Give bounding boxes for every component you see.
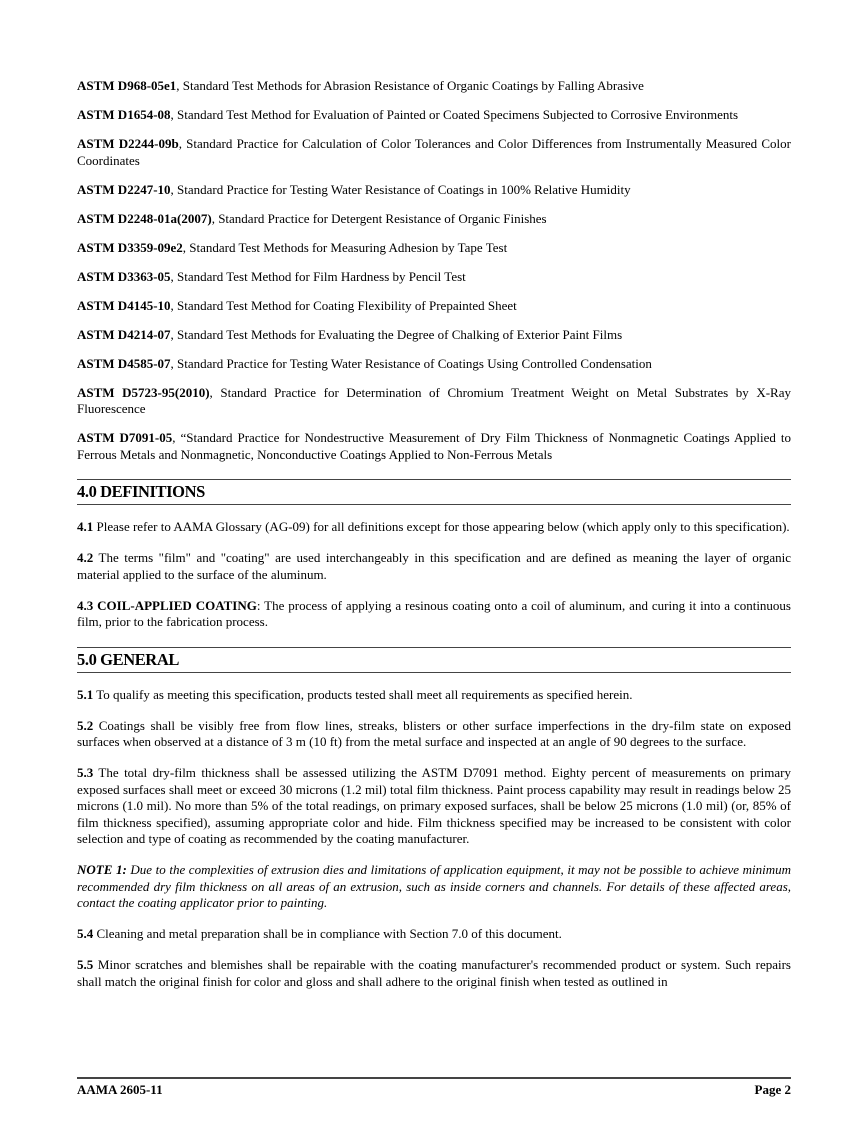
paragraph-text: The total dry-film thickness shall be assessed utilizing the ASTM D7091 method. Eighty percent of measurements on primary exposed surfaces shall meet or exceed 30 microns (1.2 mil) total film thickness. Paint process capability may result in readings below 25 microns (1.0 mil). No more than 5% of the total readings, on primary exposed surfaces, shall be below 25 microns (1.0 mil) (or, 85% of film thickness specified), assuming appropriate color and hide. Film thickness specified may be increased to be consistent with color selection and type of coating as recommended by the coating manufacturer. [77, 765, 791, 846]
paragraph-5-2 [77, 718, 791, 751]
reference-text: , Standard Test Method for Film Hardness by Pencil Test [170, 268, 466, 284]
reference-code: ASTM D1654-08 [77, 107, 171, 122]
paragraph-5-5 [77, 957, 791, 990]
reference-code: ASTM D4214-07 [77, 326, 171, 342]
reference-item [77, 430, 791, 463]
paragraph-5-1 [77, 687, 791, 704]
paragraph-text: : The process of applying a resinous coating onto a coil of aluminum, and curing it into a continuous film, prior to the fabrication process. [77, 597, 791, 629]
paragraph-number: 5.3 [77, 765, 94, 780]
reference-list [77, 78, 791, 463]
paragraph-text: The terms "film" and "coating" are used interchangeably in this specification and are defined as meaning the layer of organic material applied to the surface of the aluminum. [77, 550, 791, 582]
note-text: Due to the complexities of extrusion dies and limitations of application equipment, it may not be possible to achieve minimum recommended dry film thickness on all areas of an extrusion, such as inside corners and channels. For details of these affected areas, contact the coating applicator prior to painting. [77, 862, 792, 910]
reference-item [77, 298, 791, 315]
reference-item [77, 211, 791, 228]
reference-code: ASTM D4585-07 [77, 355, 171, 371]
reference-text: , Standard Practice for Testing Water Resistance of Coatings Using Controlled Condensation [170, 355, 652, 371]
paragraph-number: 4.2 [77, 550, 94, 565]
reference-text: , “Standard Practice for Nondestructive Measurement of Dry Film Thickness of Nonmagnetic Coatings Applied to Ferrous Metals and Nonmagnetic, Nonconductive Coatings Applied to Non-Ferrous Metals [77, 430, 791, 462]
paragraph-number: 5.5 [77, 957, 94, 972]
document-page [77, 78, 791, 1005]
page-number: Page 2 [754, 1082, 791, 1097]
reference-item [77, 385, 791, 418]
paragraph-4-3 [77, 598, 791, 631]
paragraph-text: Coatings shall be visibly free from flow lines, streaks, blisters or other surface imperfections in the dry-film state on exposed surfaces when observed at a distance of 3 m (10 ft) from the metal surface and inspected at an angle of 90 degrees to the surface. [77, 717, 791, 749]
reference-item [77, 136, 791, 169]
paragraph-text: Cleaning and metal preparation shall be in compliance with Section 7.0 of this document. [93, 926, 562, 941]
reference-text: , Standard Test Method for Coating Flexibility of Prepainted Sheet [170, 297, 517, 313]
reference-code: ASTM D3363-05 [77, 268, 171, 284]
paragraph-number: 5.1 [77, 686, 94, 702]
reference-item [77, 182, 791, 199]
section-heading-definitions [77, 479, 791, 505]
reference-item [77, 78, 791, 95]
reference-code: ASTM D968-05e1 [77, 78, 177, 93]
reference-text: , Standard Test Method for Evaluation of Painted or Coated Specimens Subjected to Corrosive Environments [170, 107, 739, 122]
document-id: AAMA 2605-11 [77, 1082, 163, 1097]
reference-code: ASTM D4145-10 [77, 297, 171, 313]
reference-item [77, 327, 791, 344]
page-footer [77, 1077, 791, 1098]
paragraph-4-1 [77, 519, 791, 536]
reference-text: , Standard Test Methods for Abrasion Resistance of Organic Coatings by Falling Abrasive [176, 78, 644, 93]
paragraph-text: Please refer to AAMA Glossary (AG-09) for all definitions except for those appearing below (which apply only to this specification). [93, 519, 790, 534]
reference-item [77, 269, 791, 286]
reference-item [77, 107, 791, 124]
reference-text: , Standard Practice for Determination of Chromium Treatment Weight on Metal Substrates by X-Ray Fluorescence [77, 384, 792, 416]
reference-item [77, 240, 791, 257]
reference-text: , Standard Test Methods for Evaluating the Degree of Chalking of Exterior Paint Films [170, 326, 623, 342]
reference-code: ASTM D7091-05 [77, 430, 173, 445]
reference-code: ASTM D2248-01a(2007) [77, 210, 212, 226]
reference-text: , Standard Practice for Detergent Resistance of Organic Finishes [211, 210, 547, 226]
reference-code: ASTM D3359-09e2 [77, 239, 183, 255]
paragraph-number: 5.4 [77, 926, 94, 941]
reference-text: , Standard Test Methods for Measuring Adhesion by Tape Test [182, 239, 508, 255]
paragraph-text: To qualify as meeting this specification, products tested shall meet all requirements as specified herein. [93, 686, 633, 702]
paragraph-number: 4.3 COIL-APPLIED COATING [77, 597, 257, 613]
note-label: NOTE 1: [77, 862, 127, 877]
paragraph-5-3 [77, 765, 791, 848]
reference-code: ASTM D5723-95(2010) [77, 384, 210, 400]
paragraph-5-4 [77, 926, 791, 943]
paragraph-number: 4.1 [77, 519, 94, 534]
reference-code: ASTM D2244-09b [77, 136, 179, 151]
section-title: 4.0 DEFINITIONS [77, 482, 205, 501]
reference-code: ASTM D2247-10 [77, 181, 171, 197]
paragraph-number: 5.2 [77, 717, 94, 733]
note-1 [77, 862, 791, 912]
paragraph-text: Minor scratches and blemishes shall be repairable with the coating manufacturer's recommended product or system. Such repairs shall match the original finish for color and gloss and shall adhere to the original finish when tested as outlined in [77, 957, 791, 989]
reference-text: , Standard Practice for Testing Water Resistance of Coatings in 100% Relative Humidity [170, 181, 631, 197]
reference-text: , Standard Practice for Calculation of Color Tolerances and Color Differences from Instrumentally Measured Color Coordinates [77, 136, 791, 168]
reference-item [77, 356, 791, 373]
section-title: 5.0 GENERAL [77, 649, 179, 669]
section-heading-general [77, 647, 791, 673]
paragraph-4-2 [77, 550, 791, 583]
